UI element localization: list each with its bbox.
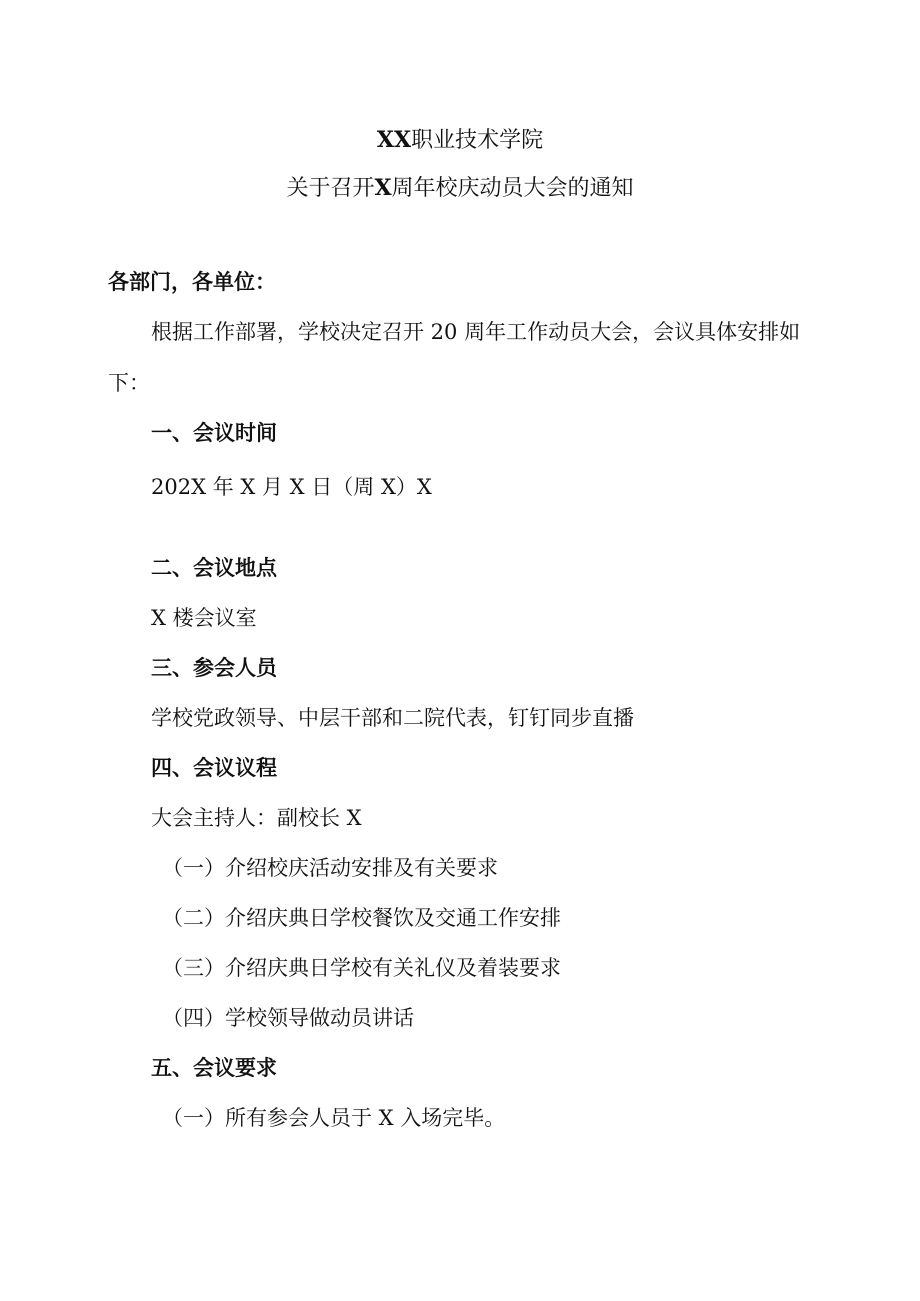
requirement-item: （一）所有参会人员于 X 入场完毕。	[162, 1106, 506, 1130]
salutation: 各部门，各单位：	[108, 269, 276, 294]
title-prefix: 关于召开	[286, 176, 375, 201]
intro-paragraph-line2: 下：	[108, 371, 150, 395]
intro-paragraph-line1: 根据工作部署，学校决定召开 20 周年工作动员大会，会议具体安排如	[151, 320, 801, 344]
section-body-location: X 楼会议室	[151, 606, 257, 630]
agenda-item: （一）介绍校庆活动安排及有关要求	[162, 856, 498, 880]
section-heading-attendees: 三、参会人员	[151, 655, 277, 680]
title-suffix: 周年校庆动员大会的通知	[391, 176, 634, 201]
section-heading-time: 一、会议时间	[151, 420, 277, 445]
agenda-item: （四）学校领导做动员讲话	[162, 1006, 414, 1030]
section-body-attendees: 学校党政领导、中层干部和二院代表，钉钉同步直播	[151, 706, 634, 730]
title-year-placeholder: X	[374, 175, 392, 201]
title-school-code: XX	[376, 127, 412, 153]
document-title-line1	[0, 125, 920, 156]
agenda-item: （三）介绍庆典日学校有关礼仪及着装要求	[162, 956, 561, 980]
section-body-time: 202X 年 X 月 X 日（周 X）X	[151, 475, 432, 499]
section-heading-agenda: 四、会议议程	[151, 755, 277, 780]
section-heading-location: 二、会议地点	[151, 555, 277, 580]
title-school-name: 职业技术学院	[411, 128, 544, 153]
document-title-line2	[0, 173, 920, 204]
section-heading-requirements: 五、会议要求	[151, 1055, 277, 1080]
agenda-item: （二）介绍庆典日学校餐饮及交通工作安排	[162, 906, 561, 930]
agenda-host: 大会主持人：副校长 X	[151, 806, 362, 830]
